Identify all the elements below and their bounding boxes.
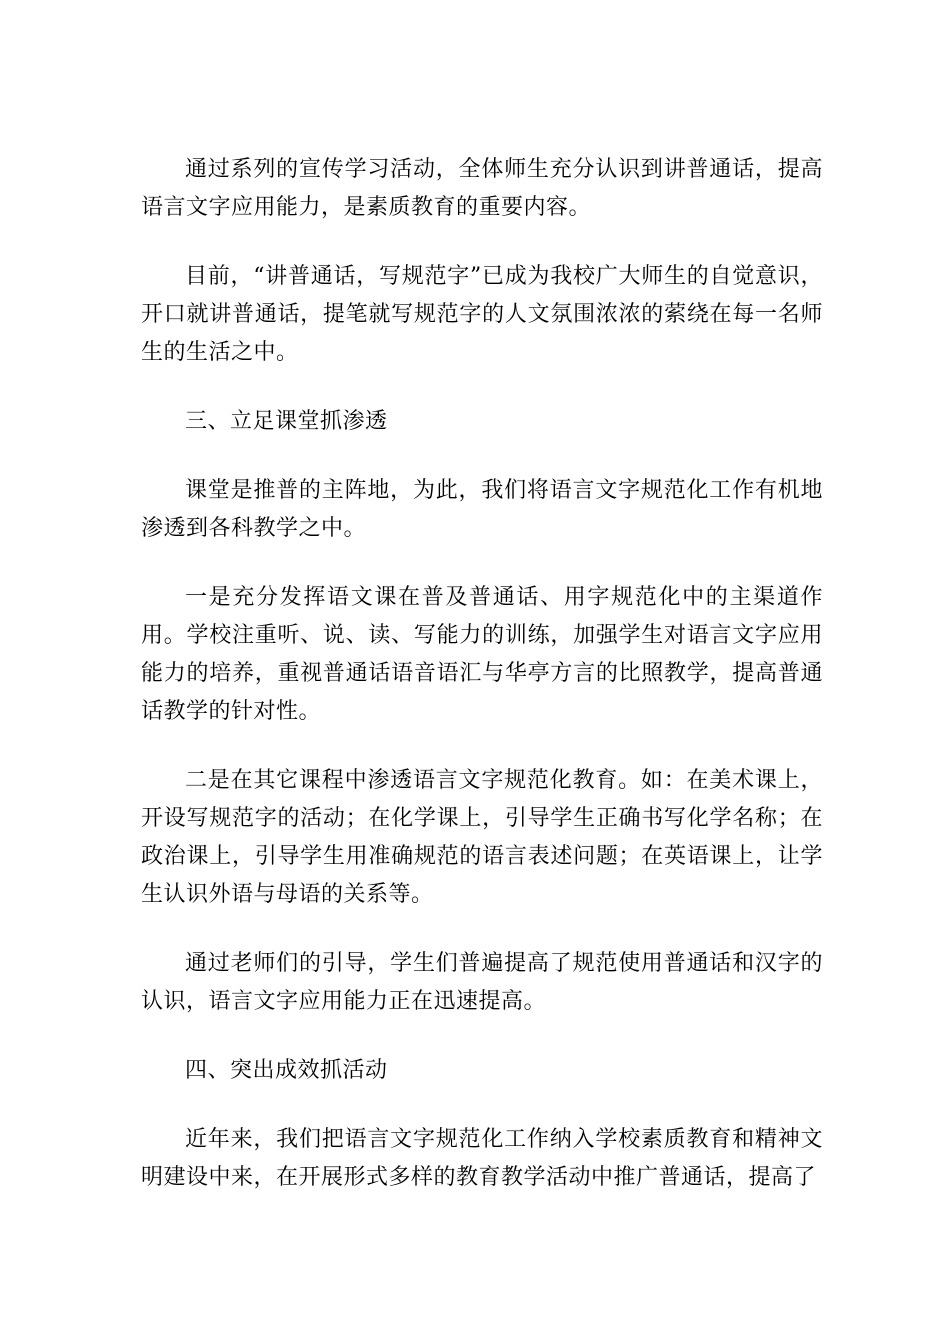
paragraph-chinese-class: 一是充分发挥语文课在普及普通话、用字规范化中的主渠道作用。学校注重听、说、读、写能力的训练，加强学生对语言文字应用能力的培养，重视普通话语音语汇与华亭方言的比照教学，提高普通话教学的针对性。 — [141, 585, 823, 724]
section-heading-activities: 四、突出成效抓活动 — [185, 1058, 388, 1083]
paragraph-publicity-results: 通过系列的宣传学习活动，全体师生充分认识到讲普通话，提高语言文字应用能力，是素质教育的重要内容。 — [141, 157, 823, 220]
paragraph-recent-years: 近年来，我们把语言文字规范化工作纳入学校素质教育和精神文明建设中来，在开展形式多样的教育教学活动中推广普通话，提高了 — [141, 1127, 823, 1190]
paragraph-other-courses: 二是在其它课程中渗透语言文字规范化教育。如：在美术课上，开设写规范字的活动；在化学课上，引导学生正确书写化学名称；在政治课上，引导学生用准确规范的语言表述问题；在英语课上，让学生认识外语与母语的关系等。 — [141, 768, 823, 907]
paragraph-teacher-guidance: 通过老师们的引导，学生们普遍提高了规范使用普通话和汉字的认识，语言文字应用能力正在迅速提高。 — [141, 951, 823, 1014]
paragraph-current-awareness: 目前，“讲普通话，写规范字”已成为我校广大师生的自觉意识，开口就讲普通话，提笔就写规范字的人文氛围浓浓的萦绕在每一名师生的生活之中。 — [141, 264, 823, 365]
document-body — [141, 151, 823, 1228]
paragraph-classroom-intro: 课堂是推普的主阵地，为此，我们将语言文字规范化工作有机地渗透到各科教学之中。 — [141, 478, 823, 541]
section-heading-classroom: 三、立足课堂抓渗透 — [185, 409, 388, 434]
